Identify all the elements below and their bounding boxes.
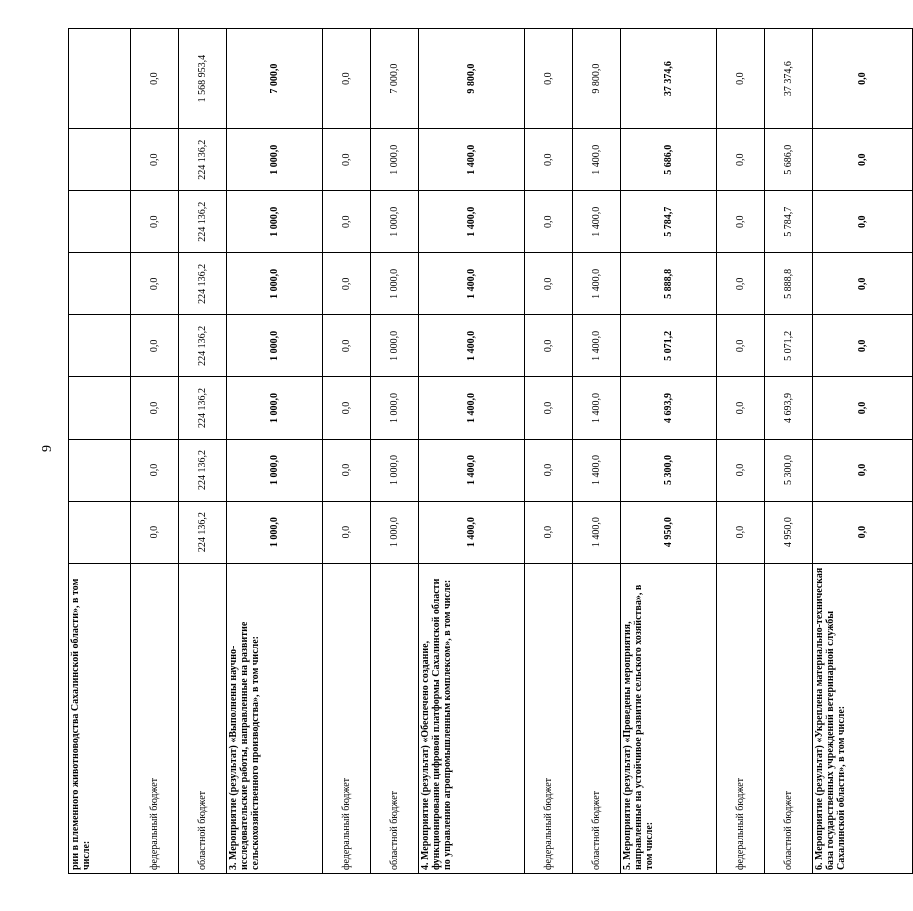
year-value-cell: 1 000,0 [371,253,419,315]
year-value-cell: 1 000,0 [371,191,419,253]
year-value-cell: 0,0 [813,315,913,377]
year-value-cell: 224 136,2 [179,191,227,253]
year-value-cell: 0,0 [131,191,179,253]
year-value-cell [69,501,131,563]
year-value-cell: 1 000,0 [371,315,419,377]
row-label: 4. Мероприятие (результат) «Обеспечено создание, функционирование цифровой платформы Сахалинской области по управлению агропромышленным комплексом», в том числе: [419,563,525,873]
year-value-cell: 0,0 [525,253,573,315]
table-row [323,29,371,874]
row-label: областной бюджет [765,563,813,873]
year-value-cell: 1 000,0 [371,439,419,501]
year-value-cell: 0,0 [525,315,573,377]
year-value-cell: 5 071,2 [621,315,717,377]
total-cell: 37 374,6 [765,29,813,129]
year-value-cell: 224 136,2 [179,439,227,501]
table-row [573,29,621,874]
year-value-cell: 1 000,0 [227,315,323,377]
total-cell: 0,0 [525,29,573,129]
row-label: областной бюджет [371,563,419,873]
row-label: федеральный бюджет [525,563,573,873]
year-value-cell: 1 000,0 [227,129,323,191]
row-label: федеральный бюджет [323,563,371,873]
year-value-cell: 0,0 [131,501,179,563]
table-row [419,29,525,874]
year-value-cell: 0,0 [813,439,913,501]
year-value-cell [69,439,131,501]
row-label: федеральный бюджет [717,563,765,873]
year-value-cell: 4 693,9 [765,377,813,439]
year-value-cell: 1 400,0 [573,439,621,501]
year-value-cell: 0,0 [717,191,765,253]
total-cell [69,29,131,129]
row-label: областной бюджет [573,563,621,873]
row-label: рии в племенного животноводства Сахалинской области», в том числе: [69,563,131,873]
year-value-cell: 1 000,0 [227,501,323,563]
total-cell: 0,0 [813,29,913,129]
page-number: 9 [40,445,55,452]
year-value-cell: 1 400,0 [573,315,621,377]
row-label: 5. Мероприятие (результат) «Проведены мероприятия, направленные на устойчивое развитие сельского хозяйства», в том числе: [621,563,717,873]
year-value-cell: 1 000,0 [227,439,323,501]
table-row [179,29,227,874]
year-value-cell: 0,0 [323,439,371,501]
year-value-cell: 0,0 [717,129,765,191]
year-value-cell: 0,0 [813,191,913,253]
year-value-cell: 4 950,0 [621,501,717,563]
year-value-cell: 0,0 [323,501,371,563]
year-value-cell: 0,0 [131,439,179,501]
year-value-cell: 5 071,2 [765,315,813,377]
year-value-cell: 1 400,0 [573,253,621,315]
rotated-table-container [68,28,868,874]
year-value-cell: 0,0 [131,129,179,191]
year-value-cell: 0,0 [717,377,765,439]
table-row [131,29,179,874]
year-value-cell: 5 686,0 [621,129,717,191]
budget-table [68,28,913,874]
year-value-cell: 224 136,2 [179,129,227,191]
year-value-cell: 224 136,2 [179,315,227,377]
row-label: федеральный бюджет [131,563,179,873]
total-cell: 7 000,0 [371,29,419,129]
year-value-cell: 0,0 [525,129,573,191]
year-value-cell: 0,0 [323,315,371,377]
year-value-cell: 5 300,0 [621,439,717,501]
row-label: областной бюджет [179,563,227,873]
year-value-cell: 1 000,0 [227,191,323,253]
year-value-cell: 4 693,9 [621,377,717,439]
year-value-cell: 224 136,2 [179,377,227,439]
total-cell: 0,0 [717,29,765,129]
table-row [765,29,813,874]
year-value-cell [69,129,131,191]
year-value-cell: 1 400,0 [419,253,525,315]
year-value-cell: 1 400,0 [573,191,621,253]
year-value-cell: 0,0 [717,439,765,501]
year-value-cell: 0,0 [813,253,913,315]
year-value-cell: 1 400,0 [573,501,621,563]
year-value-cell: 5 686,0 [765,129,813,191]
year-value-cell: 0,0 [717,253,765,315]
total-cell: 37 374,6 [621,29,717,129]
table-row [227,29,323,874]
year-value-cell: 1 400,0 [419,439,525,501]
year-value-cell: 0,0 [131,315,179,377]
year-value-cell: 0,0 [131,377,179,439]
year-value-cell [69,191,131,253]
year-value-cell: 1 000,0 [371,377,419,439]
table-row [621,29,717,874]
table-body [69,29,913,874]
year-value-cell: 5 888,8 [765,253,813,315]
year-value-cell: 1 000,0 [227,377,323,439]
year-value-cell [69,253,131,315]
total-cell: 1 568 953,4 [179,29,227,129]
year-value-cell: 0,0 [323,377,371,439]
year-value-cell: 4 950,0 [765,501,813,563]
table-row [525,29,573,874]
year-value-cell: 5 784,7 [621,191,717,253]
year-value-cell [69,377,131,439]
year-value-cell: 5 300,0 [765,439,813,501]
year-value-cell: 0,0 [813,377,913,439]
year-value-cell: 224 136,2 [179,501,227,563]
year-value-cell: 1 400,0 [419,377,525,439]
year-value-cell: 1 400,0 [419,191,525,253]
year-value-cell: 0,0 [813,129,913,191]
year-value-cell: 5 784,7 [765,191,813,253]
year-value-cell: 0,0 [717,501,765,563]
year-value-cell: 0,0 [525,439,573,501]
row-label: 3. Мероприятие (результат) «Выполнены научно-исследовательские работы, направленные на развитие сельскохозяйственного производства», в том числе: [227,563,323,873]
year-value-cell: 0,0 [525,501,573,563]
total-cell: 0,0 [323,29,371,129]
table-row [371,29,419,874]
total-cell: 0,0 [131,29,179,129]
table-row [813,29,913,874]
year-value-cell: 1 400,0 [419,501,525,563]
row-label: 6. Мероприятие (результат) «Укреплена материально-техническая база государственных учреждений ветеринарной службы Сахалинской области», в том числе: [813,563,913,873]
total-cell: 7 000,0 [227,29,323,129]
year-value-cell: 0,0 [813,501,913,563]
table-row [69,29,131,874]
year-value-cell: 0,0 [717,315,765,377]
year-value-cell: 1 000,0 [371,129,419,191]
year-value-cell: 224 136,2 [179,253,227,315]
year-value-cell: 0,0 [323,191,371,253]
year-value-cell: 1 400,0 [419,315,525,377]
year-value-cell: 1 400,0 [573,377,621,439]
year-value-cell: 0,0 [131,253,179,315]
year-value-cell: 0,0 [323,253,371,315]
year-value-cell: 0,0 [323,129,371,191]
year-value-cell: 0,0 [525,191,573,253]
table-row [717,29,765,874]
total-cell: 9 800,0 [573,29,621,129]
year-value-cell: 0,0 [525,377,573,439]
year-value-cell [69,315,131,377]
year-value-cell: 1 000,0 [227,253,323,315]
year-value-cell: 1 400,0 [419,129,525,191]
year-value-cell: 5 888,8 [621,253,717,315]
total-cell: 9 800,0 [419,29,525,129]
year-value-cell: 1 400,0 [573,129,621,191]
year-value-cell: 1 000,0 [371,501,419,563]
